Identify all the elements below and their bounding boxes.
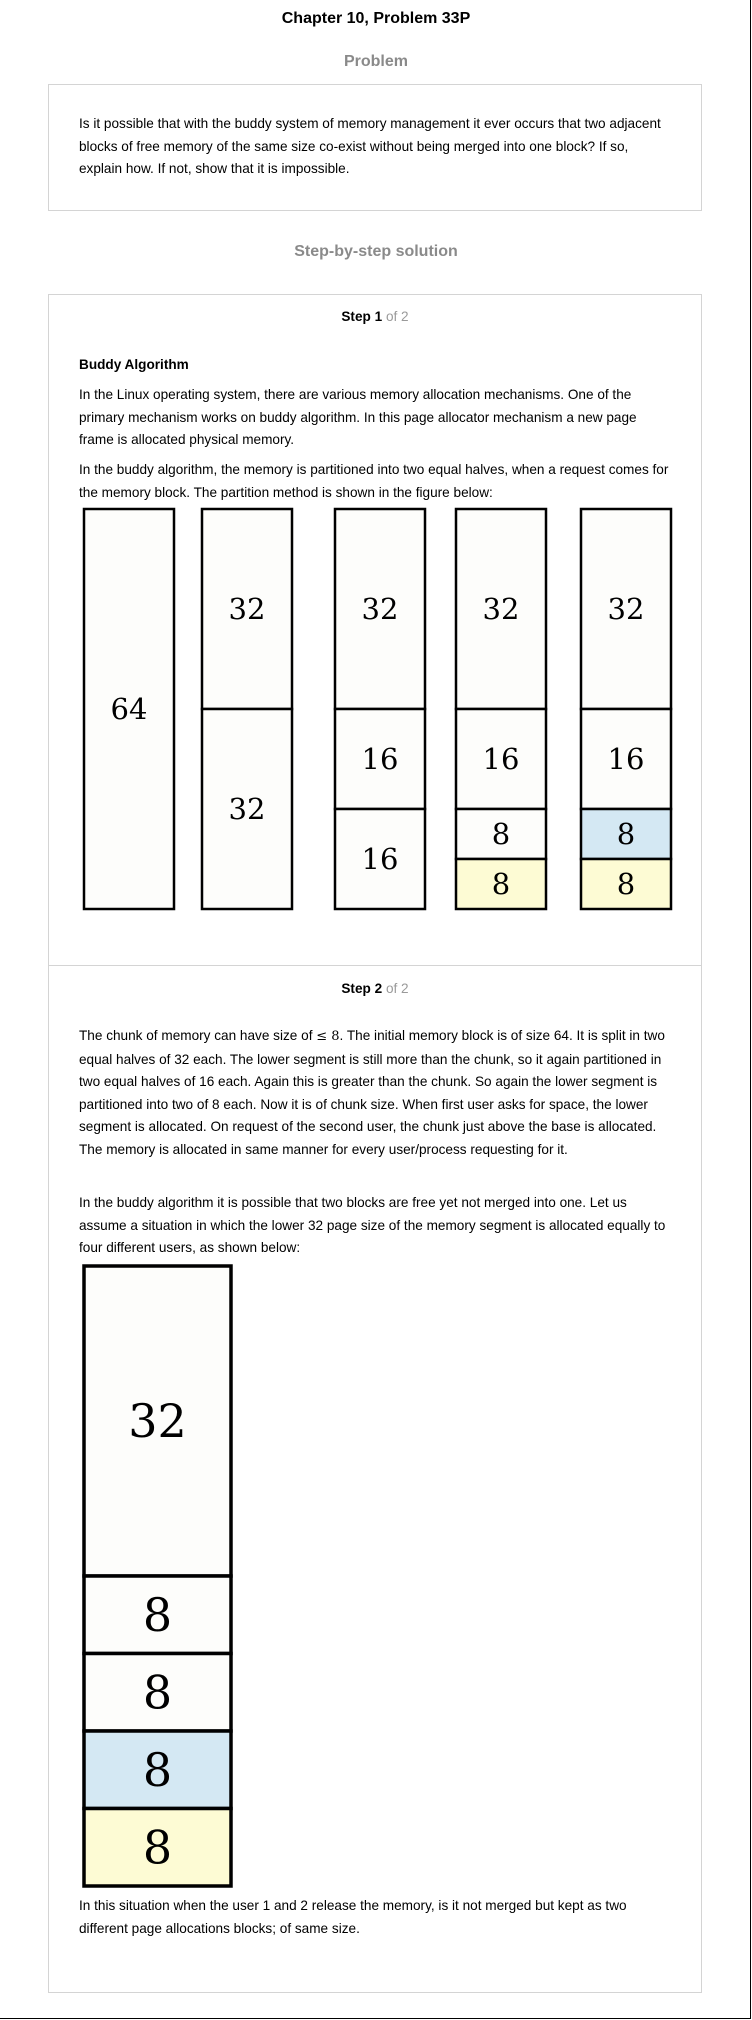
- allocation-block-0-label: 32: [128, 1394, 187, 1448]
- step-1-number: Step 1: [341, 309, 383, 324]
- partition-col-4-block-1-label: 16: [607, 742, 645, 776]
- chapter-title: Chapter 10, Problem 33P: [281, 10, 471, 27]
- allocation-block-3-label: 8: [142, 1742, 173, 1797]
- step-2-number: Step 2: [341, 981, 383, 996]
- step-2-paragraph-1: [79, 1025, 674, 1161]
- partition-col-4-block-2-label: 8: [616, 817, 636, 851]
- allocation-block-1-label: 8: [142, 1587, 173, 1642]
- partition-col-3-block-1-label: 16: [482, 742, 520, 776]
- buddy-partition-figure: [79, 507, 679, 917]
- step-divider: [49, 965, 701, 966]
- partition-col-0-block-0-label: 64: [110, 692, 148, 726]
- partition-col-3-block-2-label: 8: [491, 817, 511, 851]
- partition-col-1-block-0-label: 32: [228, 592, 266, 626]
- partition-col-4-block-0-label: 32: [607, 592, 645, 626]
- solution-card: [48, 294, 702, 1993]
- chunk-size-math: ≤ 8: [316, 1029, 340, 1044]
- allocation-block-2-label: 8: [142, 1665, 173, 1720]
- problem-heading: Problem: [343, 53, 408, 70]
- step-2-paragraph-3: In this situation when the user 1 and 2 release the memory, is it not merged but kept as two different page allocations blocks; of same size.: [79, 1898, 627, 1936]
- buddy-algorithm-title: Buddy Algorithm: [79, 357, 189, 372]
- problem-card: [48, 84, 702, 211]
- step-2-label: [49, 981, 701, 996]
- solution-heading: Step-by-step solution: [294, 243, 458, 260]
- partition-col-4-block-3-label: 8: [616, 867, 636, 901]
- step-1-of: of 2: [385, 309, 409, 324]
- partition-col-2-block-0-label: 32: [361, 592, 399, 626]
- step-1-paragraph-1: In the Linux operating system, there are various memory allocation mechanisms. One of the primary mechanism works on buddy algorithm. In this page allocator mechanism a new page frame is allocated physical memory.: [79, 387, 637, 447]
- problem-text: Is it possible that with the buddy system of memory management it ever occurs that two adjacent blocks of free memory of the same size co-exist without being merged into one block? If so, explain how. If not, show that it is impossible.: [79, 116, 661, 176]
- allocation-block-4-label: 8: [142, 1820, 173, 1875]
- step-1-paragraph-2: In the buddy algorithm, the memory is partitioned into two equal halves, when a request comes for the memory block. The partition method is shown in the figure below:: [79, 462, 669, 500]
- chunk-text-start: The chunk of memory can have size of: [79, 1028, 317, 1043]
- partition-col-2-block-1-label: 16: [361, 742, 399, 776]
- partition-col-3-block-0-label: 32: [482, 592, 520, 626]
- step-2-of: of 2: [385, 981, 409, 996]
- chunk-text-end: . The initial memory block is of size 64. It is split in two equal halves of 32 each. The lower segment is still more than the chunk, so it again partitioned in two equal halves of 16 each. Again this is greater than the chunk. So again the lower segment is partitioned into two of 8 each. Now it is of chunk size. When first user asks for space, the lower segment is allocated. On request of the second user, the chunk just above the base is allocated. The memory is allocated in same manner for every user/process requesting for it.: [79, 1028, 665, 1157]
- partition-col-3-block-3-label: 8: [491, 867, 511, 901]
- step-1-label: [49, 309, 701, 324]
- allocation-figure: [79, 1263, 239, 1893]
- partition-col-1-block-1-label: 32: [228, 792, 266, 826]
- partition-col-2-block-2-label: 16: [361, 842, 399, 876]
- step-2-paragraph-2: In the buddy algorithm it is possible that two blocks are free yet not merged into one. Let us assume a situation in which the lower 32 page size of the memory segment is allocated equally to four different users, as shown below:: [79, 1195, 666, 1255]
